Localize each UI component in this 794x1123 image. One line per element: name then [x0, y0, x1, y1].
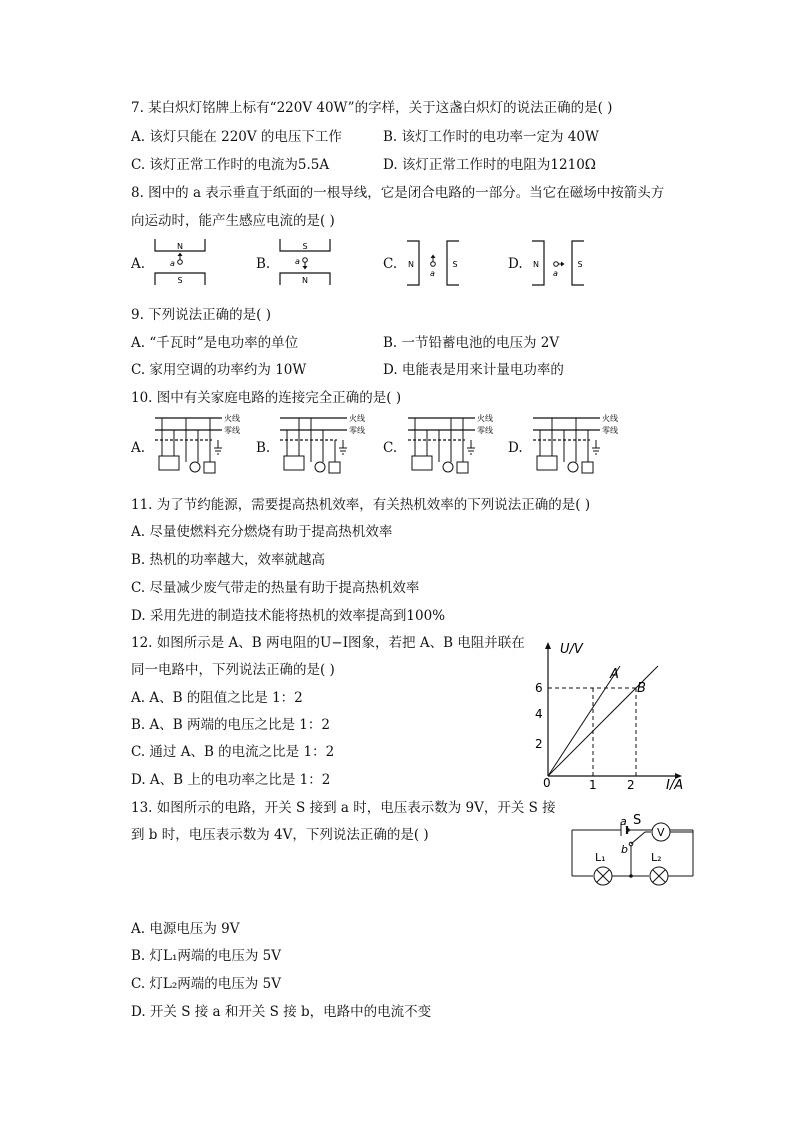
q8-figure-a — [150, 236, 210, 288]
q8-figure-b — [275, 236, 335, 288]
q10a-live-label: 火线 — [224, 414, 240, 423]
q12-ytick-6: 6 — [535, 681, 543, 695]
q10a-neutral-label: 零线 — [224, 426, 240, 435]
q13-lamp-l2-label: L₂ — [651, 851, 662, 864]
q11-stem: 11. 为了节约能源，需要提高热机效率，有关热机效率的下列说法正确的是( ) — [131, 497, 591, 513]
q13-stem-line1: 13. 如图所示的电路，开关 S 接到 a 时，电压表示数为 9V，开关 S 接 — [131, 800, 556, 816]
q8b-pole-top: S — [302, 242, 308, 251]
q10d-neutral-label: 零线 — [602, 426, 618, 435]
q12-y-axis-label: U/V — [560, 642, 583, 657]
q8c-pole-left: N — [408, 260, 414, 269]
q12-option-d: D. A、B 上的电功率之比是 1：2 — [131, 772, 331, 788]
q7-option-c: C. 该灯正常工作时的电流为5.5A — [131, 157, 330, 173]
q8b-pole-bottom: N — [302, 276, 308, 285]
q10-label-a: A. — [131, 440, 146, 456]
q8-stem-line2: 向运动时，能产生感应电流的是( ) — [131, 213, 335, 229]
q11-option-a: A. 尽量使燃料充分燃烧有助于提高热机效率 — [131, 524, 393, 540]
q13-contact-a-label: a — [620, 815, 627, 828]
q11-option-c: C. 尽量减少废气带走的热量有助于提高热机效率 — [131, 580, 420, 596]
q8a-wire-label: a — [170, 259, 175, 268]
q13-option-b: B. 灯L₁两端的电压为 5V — [131, 948, 282, 964]
q8-figure-d — [528, 238, 592, 288]
q10-figure-c — [403, 410, 503, 482]
q10b-neutral-label: 零线 — [349, 426, 365, 435]
q8-label-d: D. — [508, 256, 523, 272]
q13-option-d: D. 开关 S 接 a 和开关 S 接 b，电路中的电流不变 — [131, 1004, 432, 1020]
q13-contact-b-label: b — [621, 843, 628, 856]
q10-label-b: B. — [256, 440, 271, 456]
q8-label-a: A. — [131, 256, 146, 272]
q13-switch-label: S — [633, 813, 642, 828]
q11-option-b: B. 热机的功率越大，效率就越高 — [131, 552, 326, 568]
q10d-live-label: 火线 — [602, 414, 618, 423]
q9-option-a: A. “千瓦时”是电功率的单位 — [131, 335, 299, 351]
q8c-wire-label: a — [430, 269, 435, 278]
q13-option-c: C. 灯L₂两端的电压为 5V — [131, 976, 281, 992]
q10b-live-label: 火线 — [349, 414, 365, 423]
q8d-pole-right: S — [577, 260, 583, 269]
q12-x-axis-label: I/A — [666, 778, 684, 793]
q7-option-d: D. 该灯正常工作时的电阻为1210Ω — [383, 157, 596, 173]
q7-option-b: B. 该灯工作时的电功率一定为 40W — [383, 129, 599, 145]
q9-stem: 9. 下列说法正确的是( ) — [131, 307, 271, 323]
q12-option-c: C. 通过 A、B 的电流之比是 1：2 — [131, 744, 335, 760]
q9-option-c: C. 家用空调的功率约为 10W — [131, 362, 307, 378]
q8a-pole-bottom: S — [177, 276, 183, 285]
q8-figure-c — [403, 238, 467, 288]
q11-option-d: D. 采用先进的制造技术能将热机的效率提高到100% — [131, 608, 446, 624]
q13-circuit-diagram — [565, 798, 700, 893]
q13-lamp-l1-label: L₁ — [595, 851, 606, 864]
q12-line-b-label: B — [637, 681, 646, 696]
q12-ytick-2: 2 — [535, 737, 543, 751]
q7-stem: 7. 某白炽灯铭牌上标有“220V 40W”的字样，关于这盏白炽灯的说法正确的是( ) — [131, 100, 613, 116]
q9-option-b: B. 一节铅蓄电池的电压为 2V — [383, 335, 560, 351]
q10c-live-label: 火线 — [477, 414, 493, 423]
q13-voltmeter-label: V — [657, 826, 665, 839]
q12-origin-label: 0 — [543, 776, 551, 790]
q12-stem-line2: 同一电路中，下列说法正确的是( ) — [131, 662, 335, 678]
q12-stem-line1: 12. 如图所示是 A、B 两电阻的U−I图象，若把 A、B 电阻并联在 — [131, 635, 525, 651]
q10-stem: 10. 图中有关家庭电路的连接完全正确的是( ) — [131, 390, 402, 406]
q13-stem-line2: 到 b 时，电压表示数为 4V，下列说法正确的是( ) — [131, 827, 429, 843]
q8b-wire-label: a — [295, 257, 300, 266]
q12-option-a: A. A、B 的阻值之比是 1：2 — [131, 690, 303, 706]
q8-label-c: C. — [383, 256, 398, 272]
q13-option-a: A. 电源电压为 9V — [131, 921, 240, 937]
q10-figure-a — [150, 410, 250, 482]
q8-stem-line1: 8. 图中的 a 表示垂直于纸面的一根导线，它是闭合电路的一部分。当它在磁场中按箭头方 — [131, 185, 665, 201]
q8a-pole-top: N — [177, 242, 183, 251]
q8c-pole-right: S — [452, 260, 458, 269]
q8-label-b: B. — [256, 256, 271, 272]
q10-figure-d — [528, 410, 628, 482]
q12-xtick-1: 1 — [589, 778, 597, 792]
q12-ytick-4: 4 — [535, 707, 543, 721]
q8d-pole-left: N — [533, 260, 539, 269]
q10-figure-b — [275, 410, 375, 482]
q12-ui-graph — [530, 636, 695, 796]
q10c-neutral-label: 零线 — [477, 426, 493, 435]
q12-option-b: B. A、B 两端的电压之比是 1：2 — [131, 717, 330, 733]
q7-option-a: A. 该灯只能在 220V 的电压下工作 — [131, 129, 342, 145]
q12-xtick-2: 2 — [627, 778, 635, 792]
q12-line-a-label: A — [610, 667, 619, 682]
q9-option-d: D. 电能表是用来计量电功率的 — [383, 362, 564, 378]
q10-label-c: C. — [383, 440, 398, 456]
q8d-wire-label: a — [553, 269, 558, 278]
q10-label-d: D. — [508, 440, 523, 456]
